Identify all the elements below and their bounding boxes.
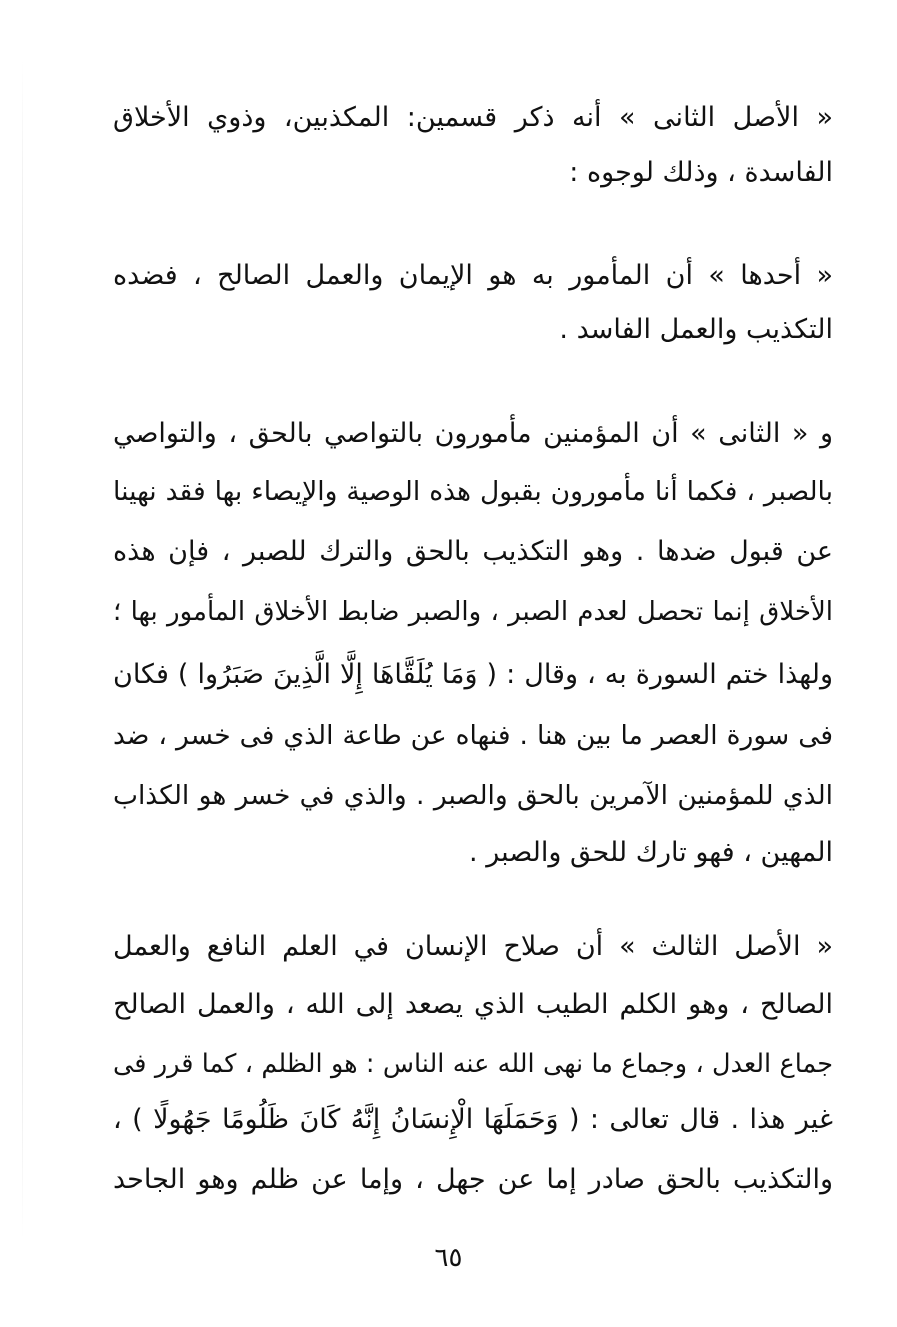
text-line: بالصبر ، فكما أنا مأمورون بقبول هذه الوصية والإيصاء بها فقد نهينا [113,476,833,507]
quran-verse-line: ولهذا ختم السورة به ، وقال : ( وَمَا يُلَقَّاهَا إِلَّا الَّذِينَ صَبَرُوا ) فكان [113,659,833,690]
text-line: الأخلاق إنما تحصل لعدم الصبر ، والصبر ضابط الأخلاق المأمور بها ؛ [113,597,833,627]
text-line: « الأصل الثانى » أنه ذكر قسمين: المكذبين، وذوي الأخلاق [113,102,833,133]
text-line: الصالح ، وهو الكلم الطيب الذي يصعد إلى الله ، والعمل الصالح [113,989,833,1020]
text-line: الذي للمؤمنين الآمرين بالحق والصبر . والذي في خسر هو الكذاب [113,780,833,811]
text-line: الفاسدة ، وذلك لوجوه : [569,157,833,188]
text-line: والتكذيب بالحق صادر إما عن جهل ، وإما عن ظلم وهو الجاحد [113,1164,833,1195]
quran-verse-line: غير هذا . قال تعالى : ( وَحَمَلَهَا الْإِنسَانُ إِنَّهُ كَانَ ظَلُومًا جَهُولًا ) ، [113,1104,833,1135]
text-line: « أحدها » أن المأمور به هو الإيمان والعمل الصالح ، فضده [113,260,833,291]
page-number: ٦٥ [434,1243,463,1273]
text-line: جماع العدل ، وجماع ما نهى الله عنه الناس : هو الظلم ، كما قرر فى [113,1049,833,1079]
text-line: فى سورة العصر ما بين هنا . فنهاه عن طاعة الذي فى خسر ، ضد [113,720,833,751]
text-line: المهين ، فهو تارك للحق والصبر . [469,837,833,868]
text-line: و « الثانى » أن المؤمنين مأمورون بالتواصي بالحق ، والتواصي [113,418,833,449]
text-line: عن قبول ضدها . وهو التكذيب بالحق والترك للصبر ، فإن هذه [113,536,833,567]
text-line: التكذيب والعمل الفاسد . [559,314,833,345]
scan-edge-shadow [22,60,23,1240]
text-line: « الأصل الثالث » أن صلاح الإنسان في العلم النافع والعمل [113,931,833,962]
